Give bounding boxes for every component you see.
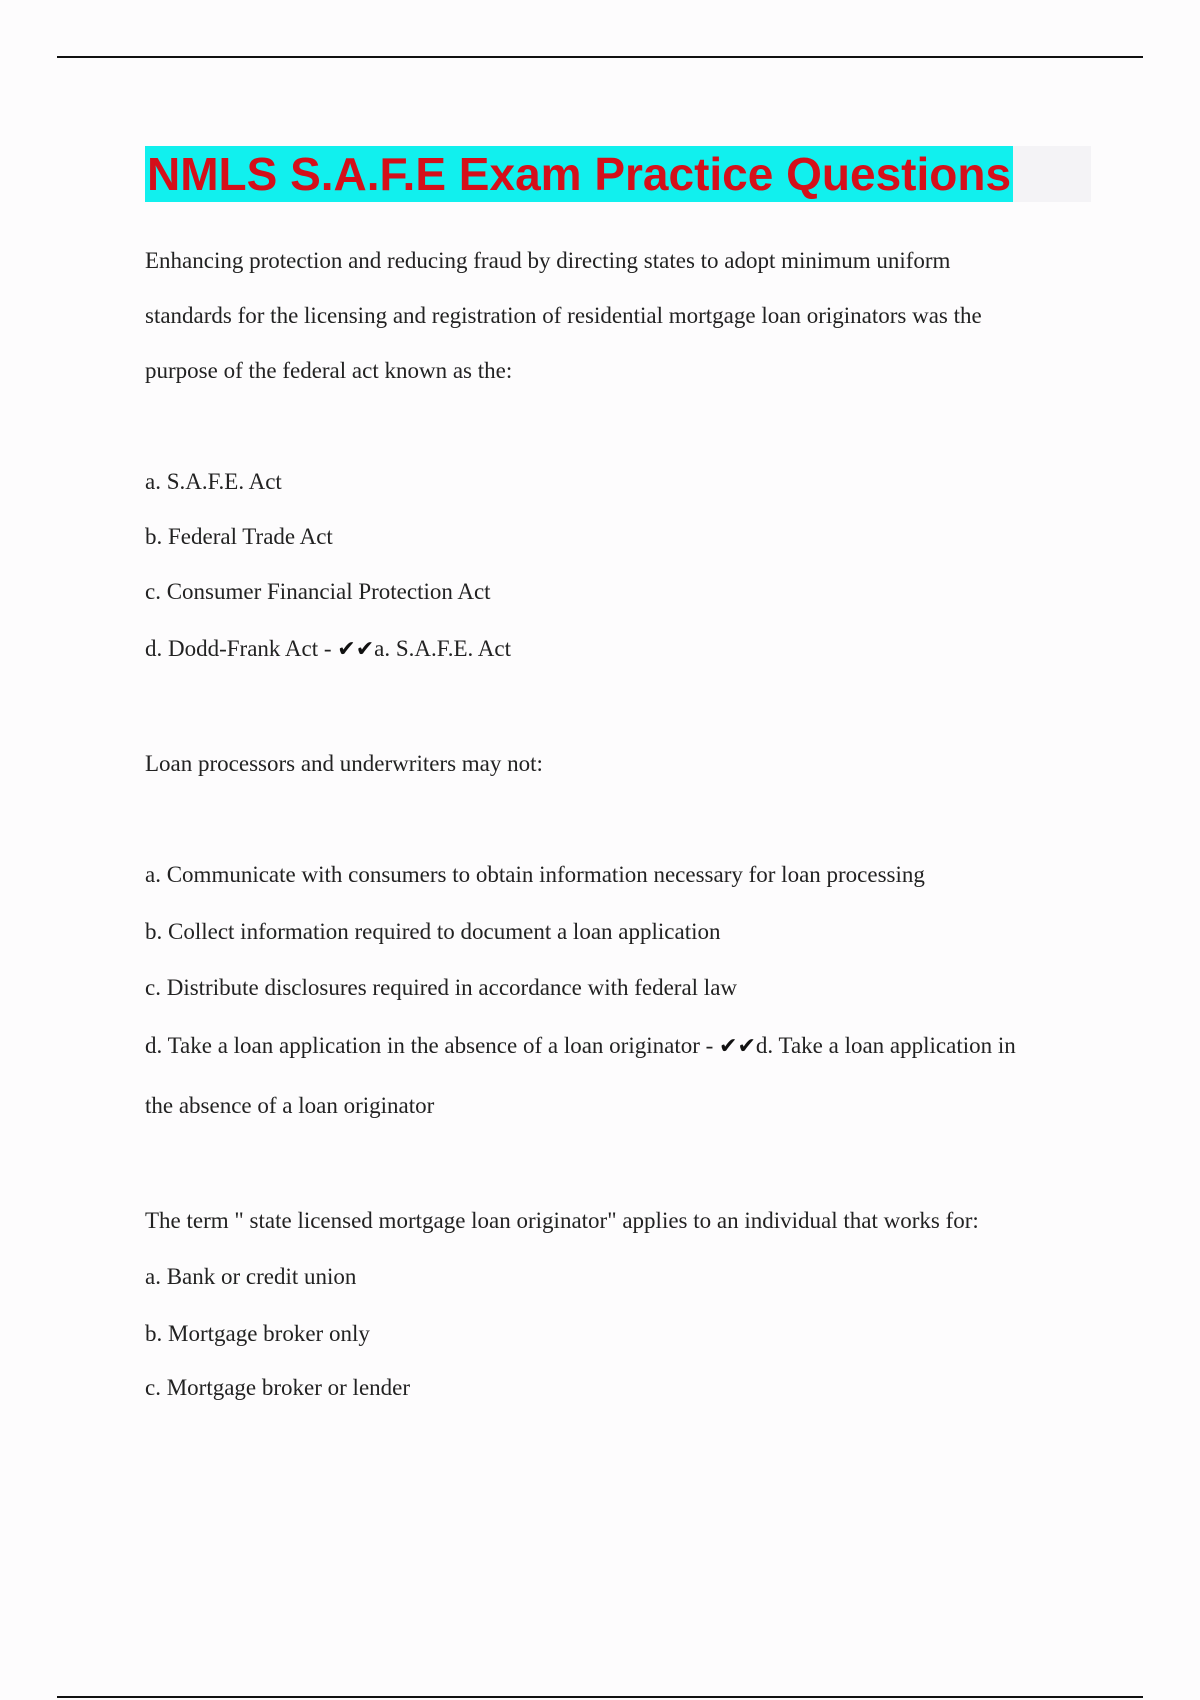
question-1-prompt-line-2: standards for the licensing and registration of residential mortgage loan originators was the <box>145 303 982 328</box>
question-1-answer: a. S.A.F.E. Act <box>374 636 511 661</box>
question-2-answer: d. Take a loan application in <box>755 1033 1016 1058</box>
question-2-option-b: b. Collect information required to document a loan application <box>145 919 721 944</box>
question-3-option-b: b. Mortgage broker only <box>145 1321 370 1346</box>
question-2-answer-continued: the absence of a loan originator <box>145 1093 435 1118</box>
question-3-option-a: a. Bank or credit union <box>145 1264 357 1289</box>
question-1-prompt-line-1: Enhancing protection and reducing fraud by directing states to adopt minimum uniform <box>145 248 951 273</box>
top-rule <box>57 56 1143 58</box>
question-1-option-a: a. S.A.F.E. Act <box>145 469 282 494</box>
double-check-icon: ✔✔ <box>719 1034 756 1059</box>
question-1-prompt-line-3: purpose of the federal act known as the: <box>145 358 513 383</box>
question-1-option-b: b. Federal Trade Act <box>145 524 333 549</box>
question-2-prompt: Loan processors and underwriters may not: <box>145 751 543 776</box>
page-title: NMLS S.A.F.E Exam Practice Questions <box>147 148 1012 200</box>
title-banner <box>145 146 1091 202</box>
question-2-option-a: a. Communicate with consumers to obtain information necessary for loan processing <box>145 862 925 887</box>
bottom-rule <box>57 1696 1143 1698</box>
question-2-option-d-with-answer <box>145 1031 1016 1062</box>
question-2-option-d: d. Take a loan application in the absence of a loan originator - <box>145 1033 720 1058</box>
question-1-option-c: c. Consumer Financial Protection Act <box>145 579 491 604</box>
double-check-icon: ✔✔ <box>337 637 375 662</box>
question-2-option-c: c. Distribute disclosures required in accordance with federal law <box>145 975 738 1000</box>
question-1-option-d-with-answer <box>145 634 511 665</box>
question-3-option-c: c. Mortgage broker or lender <box>145 1375 411 1400</box>
question-1-option-d: d. Dodd-Frank Act - <box>145 636 338 661</box>
question-3-prompt: The term " state licensed mortgage loan originator" applies to an individual that works for: <box>145 1208 979 1233</box>
